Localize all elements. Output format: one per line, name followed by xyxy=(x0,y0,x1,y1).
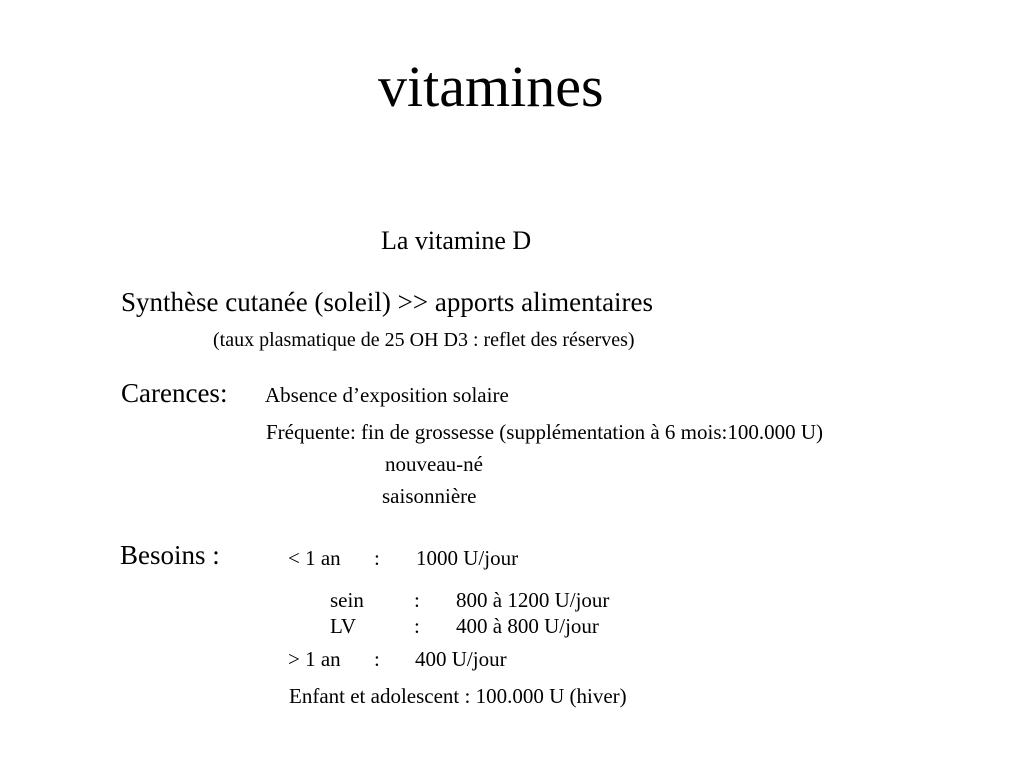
synthesis-note: (taux plasmatique de 25 OH D3 : reflet des réserves) xyxy=(213,329,635,351)
besoins-under-one-sep: : xyxy=(374,546,380,570)
synthesis-line: Synthèse cutanée (soleil) >> apports alimentaires xyxy=(121,287,654,317)
besoins-sein-value: 800 à 1200 U/jour xyxy=(456,588,610,612)
carences-first: Absence d’exposition solaire xyxy=(265,383,509,407)
besoins-under-one-age: < 1 an xyxy=(288,546,341,570)
besoins-over-one-value: 400 U/jour xyxy=(415,647,507,671)
carences-nouveau-ne: nouveau-né xyxy=(385,452,483,476)
besoins-lv-sep: : xyxy=(414,614,420,638)
carences-saisonniere: saisonnière xyxy=(382,484,477,508)
besoins-sein-label: sein xyxy=(330,588,364,612)
carences-frequente: Fréquente: fin de grossesse (supplémentation à 6 mois:100.000 U) xyxy=(266,420,823,444)
besoins-over-one-sep: : xyxy=(374,647,380,671)
slide-title: vitamines xyxy=(378,54,604,119)
besoins-sein-sep: : xyxy=(414,588,420,612)
besoins-over-one-age: > 1 an xyxy=(288,647,341,671)
slide-subtitle: La vitamine D xyxy=(381,226,532,255)
besoins-enfant: Enfant et adolescent : 100.000 U (hiver) xyxy=(289,684,627,708)
carences-label: Carences: xyxy=(121,378,228,408)
besoins-lv-label: LV xyxy=(330,614,357,638)
besoins-label: Besoins : xyxy=(120,540,220,570)
besoins-lv-value: 400 à 800 U/jour xyxy=(456,614,599,638)
besoins-under-one-value: 1000 U/jour xyxy=(416,546,519,570)
